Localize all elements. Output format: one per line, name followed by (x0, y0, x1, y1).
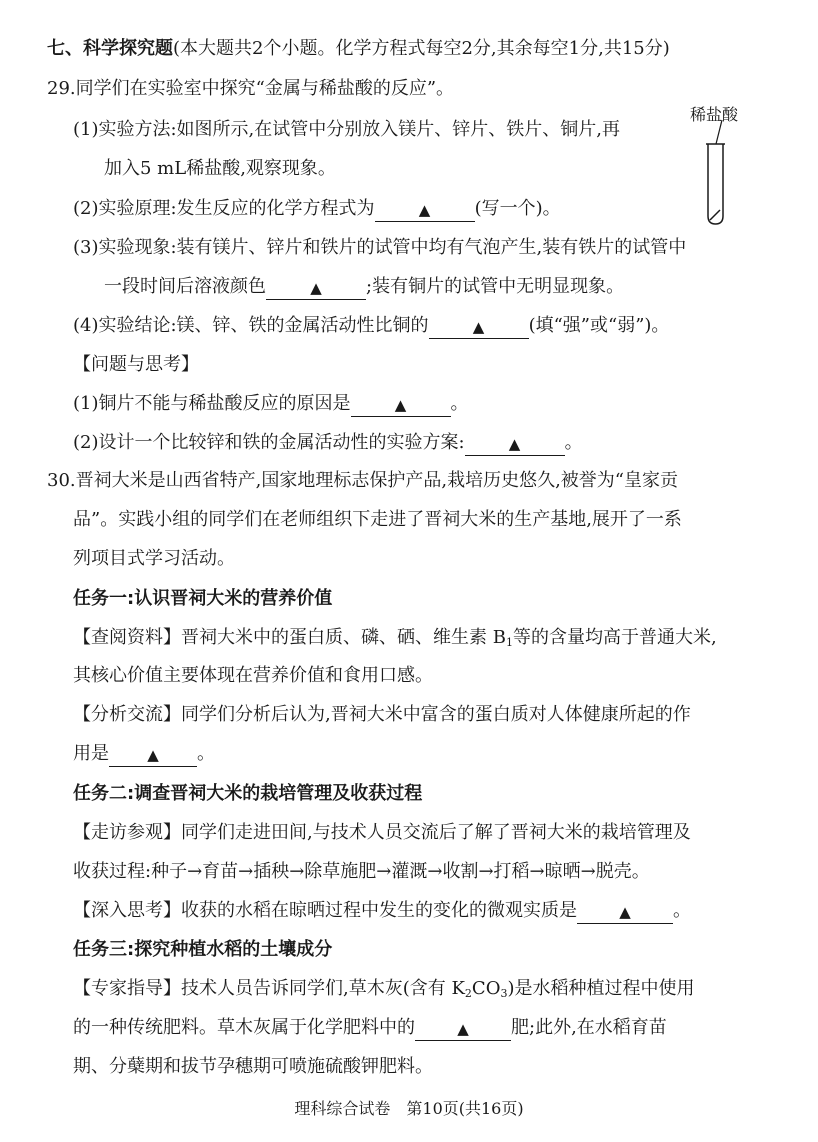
q29-p1b: 加入5 mL稀盐酸,观察现象。 (104, 158, 336, 179)
q29-p1a: (1)实验方法:如图所示,在试管中分别放入镁片、锌片、铁片、铜片,再 (73, 119, 621, 140)
answer-blank[interactable]: ▲ (375, 199, 475, 222)
q30-l1: 30.晋祠大米是山西省特产,国家地理标志保护产品,栽培历史悠久,被誉为“皇家贡 (47, 470, 678, 491)
section-header (47, 37, 670, 61)
answer-blank[interactable]: ▲ (415, 1018, 511, 1041)
answer-blank[interactable]: ▲ (465, 433, 565, 456)
deep-think-line: 【深入思考】收获的水稻在晾晒过程中发生的变化的微观实质是 ▲ 。 (73, 899, 691, 923)
q29-stem: 29.同学们在实验室中探究“金属与稀盐酸的反应”。 (47, 78, 455, 99)
task-3-heading: 任务三:探究种植水稻的土壤成分 (73, 939, 333, 960)
consult-line-a: 【查阅资料】晋祠大米中的蛋白质、磷、硒、维生素 $B_1$等的含量均高于普通大米, (73, 627, 717, 649)
task-1-heading: 任务一:认识晋祠大米的营养价值 (73, 588, 333, 609)
task-2-heading: 任务二:调查晋祠大米的栽培管理及收获过程 (73, 783, 423, 804)
q29-p3a: (3)实验现象:装有镁片、锌片和铁片的试管中均有气泡产生,装有铁片的试管中 (73, 237, 687, 258)
test-tube-figure (700, 118, 745, 228)
page-footer: 理科综合试卷 第10页(共16页) (294, 1099, 524, 1118)
q29-p4: (4)实验结论:镁、锌、铁的金属活动性比铜的 ▲ (填“强”或“弱”)。 (73, 314, 669, 338)
answer-blank[interactable]: ▲ (351, 394, 451, 417)
answer-blank[interactable]: ▲ (266, 277, 366, 300)
answer-blank[interactable]: ▲ (577, 901, 673, 924)
section-note: (本大题共2个小题。化学方程式每空2分,其余每空1分,共15分) (173, 38, 670, 59)
section-title: 七、科学探究题 (47, 38, 173, 59)
q29-p3b: 一段时间后溶液颜色 ▲ ;装有铜片的试管中无明显现象。 (104, 275, 624, 299)
pointer-line (716, 120, 722, 144)
answer-blank[interactable]: ▲ (429, 316, 529, 339)
expert-line-b: 的一种传统肥料。草木灰属于化学肥料中的 ▲ 肥;此外,在水稻育苗 (73, 1016, 667, 1040)
analysis-line-b: 用是 ▲ 。 (73, 742, 215, 766)
q30-l3: 列项目式学习活动。 (73, 548, 235, 569)
answer-blank[interactable]: ▲ (109, 744, 197, 767)
q29-p2: (2)实验原理:发生反应的化学方程式为 ▲ (写一个)。 (73, 197, 561, 221)
metal-strip (710, 210, 720, 220)
consult-line-b: 其核心价值主要体现在营养价值和食用口感。 (73, 665, 433, 686)
visit-line-b: 收获过程:种子→育苗→插秧→除草施肥→灌溉→收割→打稻→晾晒→脱壳。 (73, 861, 650, 882)
test-tube (708, 144, 723, 224)
think-header: 【问题与思考】 (73, 354, 199, 375)
q30-l2: 品”。实践小组的同学们在老师组织下走进了晋祠大米的生产基地,展开了一系 (73, 509, 682, 530)
think-1: (1)铜片不能与稀盐酸反应的原因是 ▲ 。 (73, 392, 469, 416)
visit-line-a: 【走访参观】同学们走进田间,与技术人员交流后了解了晋祠大米的栽培管理及 (73, 822, 691, 843)
expert-line-c: 期、分蘖期和拔节孕穗期可喷施硫酸钾肥料。 (73, 1056, 433, 1077)
expert-line-a: 【专家指导】技术人员告诉同学们,草木灰(含有 $K_2CO_3$)是水稻种植过程中使用 (73, 978, 695, 1000)
think-2: (2)设计一个比较锌和铁的金属活动性的实验方案: ▲ 。 (73, 431, 583, 455)
analysis-line-a: 【分析交流】同学们分析后认为,晋祠大米中富含的蛋白质对人体健康所起的作 (73, 704, 691, 725)
figure-label-hcl: 稀盐酸 (690, 105, 739, 124)
